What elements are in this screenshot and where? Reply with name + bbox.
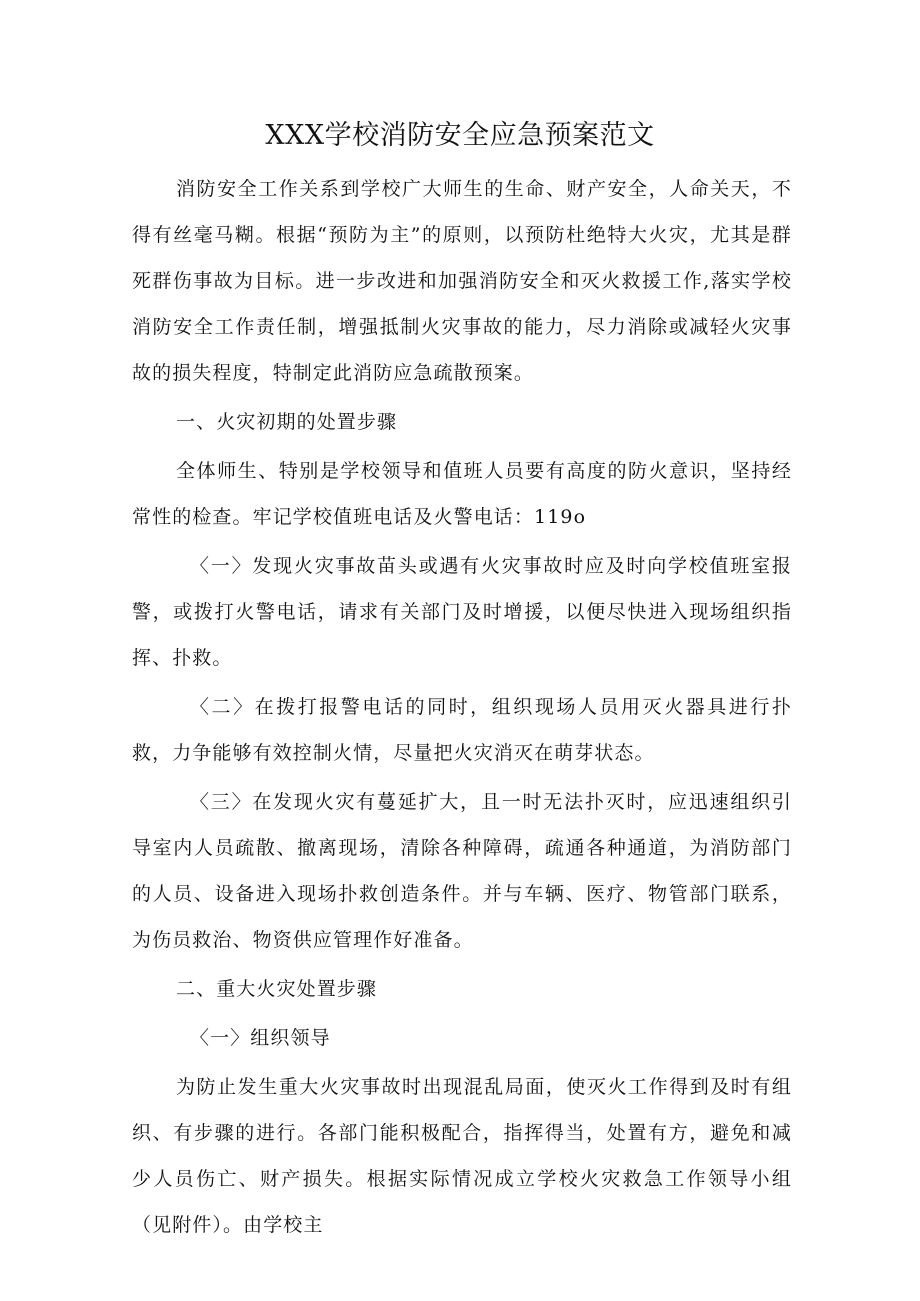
section-heading-2: 二、重大火灾处置步骤 xyxy=(176,978,378,1000)
document-body xyxy=(132,166,792,1251)
paragraph-item-3: 〈三〉在发现火灾有蔓延扩大，且一时无法扑灭时，应迅速组织引导室内人员疏散、撤离现场，清除各种障碍，疏通各种通道，为消防部门的人员、设备进入现场扑救创造条件。并与车辆、医疗、物管部门联系，为伤员救治、物资供应管理作好准备。 xyxy=(132,791,792,951)
paragraph-intro: 消防安全工作关系到学校广大师生的生命、财产安全，人命关天，不得有丝毫马糊。根据“预防为主”的原则，以预防杜绝特大火灾，尤其是群死群伤事故为目标。进一步改进和加强消防安全和灭火救援工作,落实学校消防安全工作责任制，增强抵制火灾事故的能力，尽力消除或减轻火灾事故的损失程度，特制定此消防应急疏散预案。 xyxy=(132,178,792,384)
paragraph-item-2: 〈二〉在拨打报警电话的同时，组织现场人员用灭火器具进行扑救，力争能够有效控制火情，尽量把火灾消灭在萌芽状态。 xyxy=(132,696,792,764)
paragraph-organization: 为防止发生重大火灾事故时出现混乱局面，使灭火工作得到及时有组织、有步骤的进行。各部门能积极配合，指挥得当，处置有方，避免和减少人员伤亡、财产损失。根据实际情况成立学校火灾救急工作领导小组（见附件）。由学校主 xyxy=(132,1076,792,1236)
subsection-heading-organization: 〈一〉组织领导 xyxy=(190,1027,331,1049)
section-heading-1: 一、火灾初期的处置步骤 xyxy=(176,411,398,433)
document-title: XXX学校消防安全应急预案范文 xyxy=(265,120,655,151)
paragraph-awareness: 全体师生、特别是学校领导和值班人员要有高度的防火意识，坚持经常性的检查。牢记学校值班电话及火警电话：119o xyxy=(132,460,792,528)
paragraph-item-1: 〈一〉发现火灾事故苗头或遇有火灾事故时应及时向学校值班室报警，或拨打火警电话，请求有关部门及时增援，以便尽快进入现场组织指挥、扑救。 xyxy=(132,555,792,669)
